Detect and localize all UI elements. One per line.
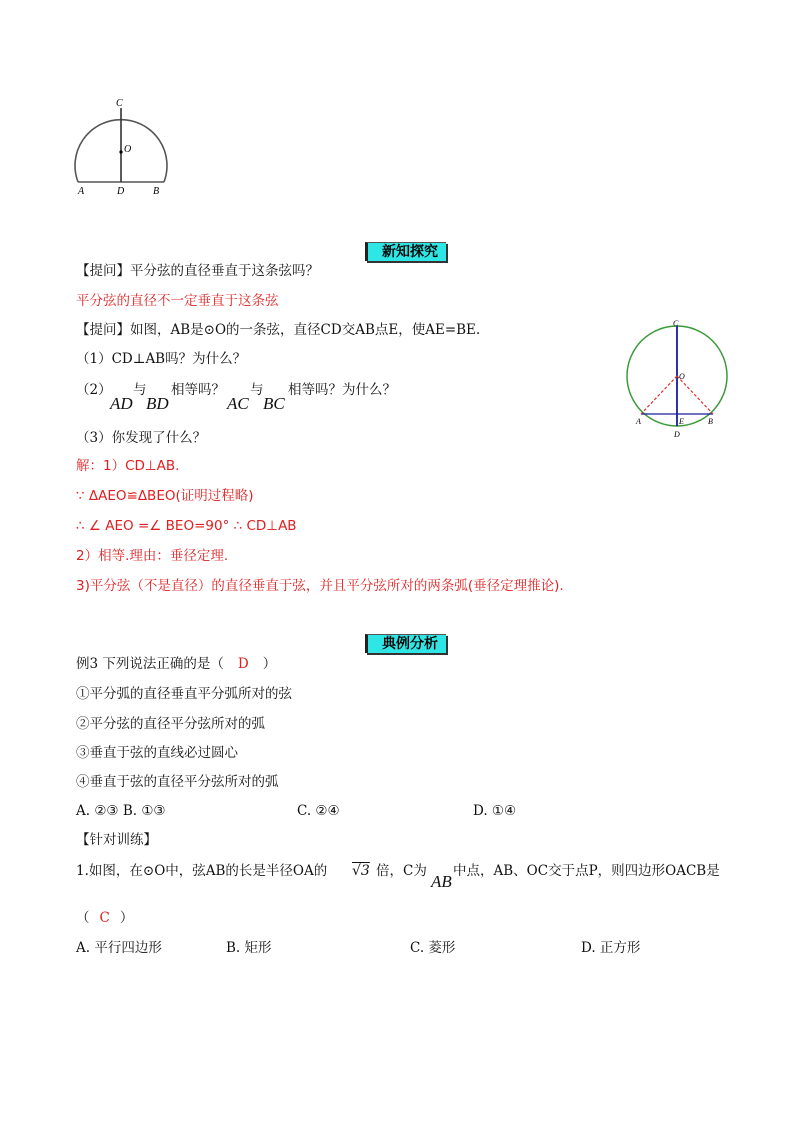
fig2-label-a: A <box>636 417 641 426</box>
figure-circle-chord <box>66 94 176 204</box>
fig2-label-b: B <box>708 417 713 426</box>
statement-3: ③垂直于弦的直线必过圆心 <box>76 745 238 761</box>
statement-1: ①平分弧的直径垂直平分弧所对的弦 <box>76 686 292 702</box>
problem-1-prefix: 1.如图，在⊙O中，弦AB的长是半径OA的 <box>76 863 328 879</box>
fig2-label-c: C <box>673 319 679 328</box>
fig2-label-d: D <box>674 430 680 439</box>
solution-line-4: 2）相等.理由：垂径定理. <box>76 548 229 564</box>
section-title: 典例分析 <box>382 636 438 652</box>
example-3-stem-prefix: 例3 下列说法正确的是（ <box>76 656 224 672</box>
paren-close: ） <box>119 910 134 926</box>
question-2-part-1: （1）CD⊥AB吗？为什么？ <box>76 351 247 367</box>
example-3-stem-suffix: ） <box>262 656 277 672</box>
problem-1-option-a: A. 平行四边形 <box>76 940 162 956</box>
q2-2-with1: 与 <box>133 382 147 398</box>
section-title: 新知探究 <box>382 244 438 260</box>
q2-2-prefix: （2） <box>76 382 112 398</box>
fig1-label-c: C <box>116 98 123 109</box>
example-3-stem <box>76 655 276 673</box>
problem-1-answer: C <box>99 910 110 926</box>
problem-1-option-d: D. 正方形 <box>581 940 641 956</box>
solution-line-2: ∵ ΔAEO≌ΔBEO(证明过程略) <box>76 488 254 504</box>
section-header-new-knowledge <box>365 242 446 261</box>
arc-ab: AB <box>431 872 452 891</box>
answer-1: 平分弦的直径不一定垂直于这条弦 <box>76 293 279 309</box>
q2-2-mid: 相等吗？ <box>171 382 225 398</box>
problem-1-option-c: C. 菱形 <box>410 940 456 956</box>
problem-1-suffix: 中点，AB、OC交于点P，则四边形OACB是 <box>453 863 720 879</box>
question-2-part-3: （3）你发现了什么？ <box>76 430 207 446</box>
example-3-option-c: C. ②④ <box>297 803 340 819</box>
fig1-label-d: D <box>117 186 125 197</box>
fig1-label-a: A <box>78 186 85 197</box>
training-title: 【针对训练】 <box>76 832 157 848</box>
arc-bd: BD <box>146 394 169 413</box>
question-2-part-2 <box>76 381 112 399</box>
section-header-example-analysis <box>365 634 446 653</box>
arc-ad: AD <box>110 394 133 413</box>
example-3-answer: D <box>237 656 249 672</box>
question-1: 【提问】平分弦的直径垂直于这条弦吗？ <box>76 263 319 279</box>
example-3-option-d: D. ①④ <box>473 803 517 819</box>
statement-4: ④垂直于弦的直径平分弦所对的弧 <box>76 774 279 790</box>
solution-line-3: ∴ ∠ AEO =∠ BEO=90° ∴ CD⊥AB <box>76 518 297 534</box>
problem-1-option-b: B. 矩形 <box>226 940 272 956</box>
q2-2-suffix: 相等吗？为什么？ <box>288 382 396 398</box>
fig1-label-b: B <box>153 186 160 197</box>
fig1-label-o: O <box>124 144 132 155</box>
sqrt-three: √3 <box>352 863 370 879</box>
solution-line-5: 3)平分弦（不是直径）的直径垂直于弦，并且平分弦所对的两条弧(垂径定理推论). <box>76 578 564 594</box>
figure-circle-diameter <box>622 318 732 444</box>
fig2-label-o: O <box>679 372 685 381</box>
example-3-option-ab: A. ②③ B. ①③ <box>76 803 166 819</box>
solution-line-1: 解：1）CD⊥AB. <box>76 458 180 474</box>
paren-open: （ <box>76 910 90 926</box>
problem-1-mid: 倍，C为 <box>376 863 427 879</box>
arc-bc: BC <box>263 394 285 413</box>
fig2-label-e: E <box>679 417 684 426</box>
problem-1-answer-line <box>76 909 133 927</box>
q2-2-with2: 与 <box>250 382 264 398</box>
question-2: 【提问】如图，AB是⊙O的一条弦，直径CD交AB点E，使AE=BE. <box>76 322 481 338</box>
arc-ac: AC <box>227 394 249 413</box>
statement-2: ②平分弦的直径平分弦所对的弧 <box>76 716 265 732</box>
